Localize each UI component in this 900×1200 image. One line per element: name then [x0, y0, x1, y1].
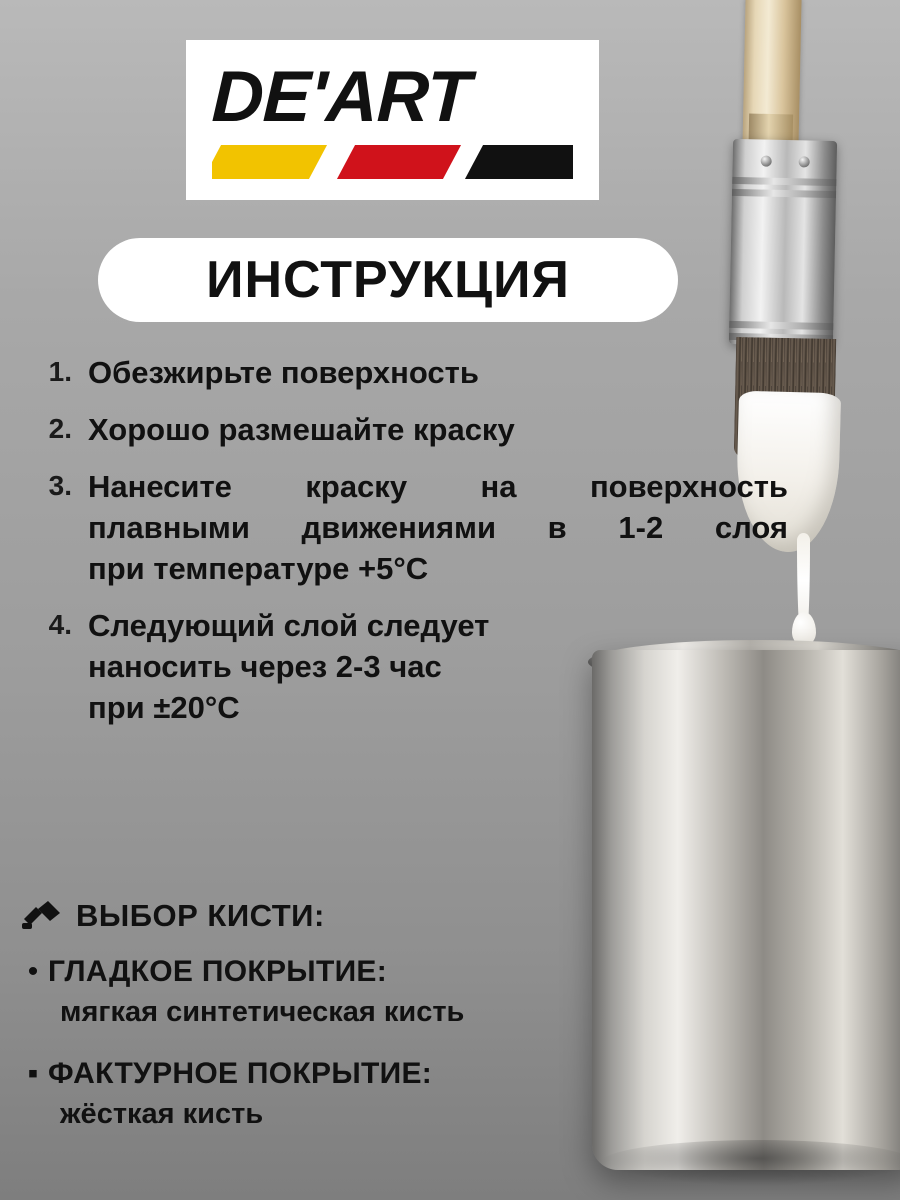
step-line: наносить через 2-3 час — [88, 649, 442, 684]
list-item — [18, 466, 788, 589]
step-number: 2. — [48, 413, 72, 444]
step-line: при ±20°С — [88, 690, 240, 725]
brand-logo-stripes — [212, 145, 573, 179]
step-text — [88, 605, 788, 728]
page-title — [98, 238, 678, 322]
bullet-marker: • — [27, 955, 39, 988]
brush-choice-options — [18, 952, 718, 1156]
brush-handle-image — [742, 0, 801, 155]
list-item — [18, 352, 788, 393]
option-description: жёсткая кисть — [60, 1098, 264, 1130]
step-number: 4. — [48, 609, 72, 640]
brush-choice-heading — [22, 898, 325, 934]
step-line: плавными движениями в 1-2 слоя — [88, 510, 788, 545]
list-item — [18, 605, 788, 728]
step-number: 1. — [48, 356, 72, 387]
option-title: ФАКТУРНОЕ ПОКРЫТИЕ: — [48, 1057, 433, 1090]
step-line: при температуре +5°С — [88, 551, 429, 586]
step-line: Хорошо размешайте краску — [88, 412, 515, 447]
brand-logo — [186, 40, 599, 200]
option-description: мягкая синтетическая кисть — [60, 996, 465, 1028]
option-title: ГЛАДКОЕ ПОКРЫТИЕ: — [48, 955, 388, 988]
step-line: Обезжирьте поверхность — [88, 355, 479, 390]
brush-choice-label: ВЫБОР КИСТИ: — [76, 898, 325, 933]
list-item — [18, 952, 718, 1032]
brush-ferrule-image — [729, 139, 837, 346]
step-line: Нанесите краску на поверхность — [88, 469, 788, 504]
step-line: Следующий слой следует — [88, 608, 490, 643]
bullet-marker: ▪ — [27, 1057, 39, 1090]
step-text — [88, 352, 788, 393]
paint-brush-icon — [22, 899, 64, 933]
list-item — [18, 1054, 718, 1134]
brand-logo-text: DE'ART — [210, 57, 472, 137]
step-text — [88, 409, 788, 450]
page-title-text: ИНСТРУКЦИЯ — [206, 251, 570, 309]
step-text — [88, 466, 788, 589]
instruction-steps — [18, 352, 788, 744]
step-number: 3. — [48, 470, 72, 501]
list-item — [18, 409, 788, 450]
